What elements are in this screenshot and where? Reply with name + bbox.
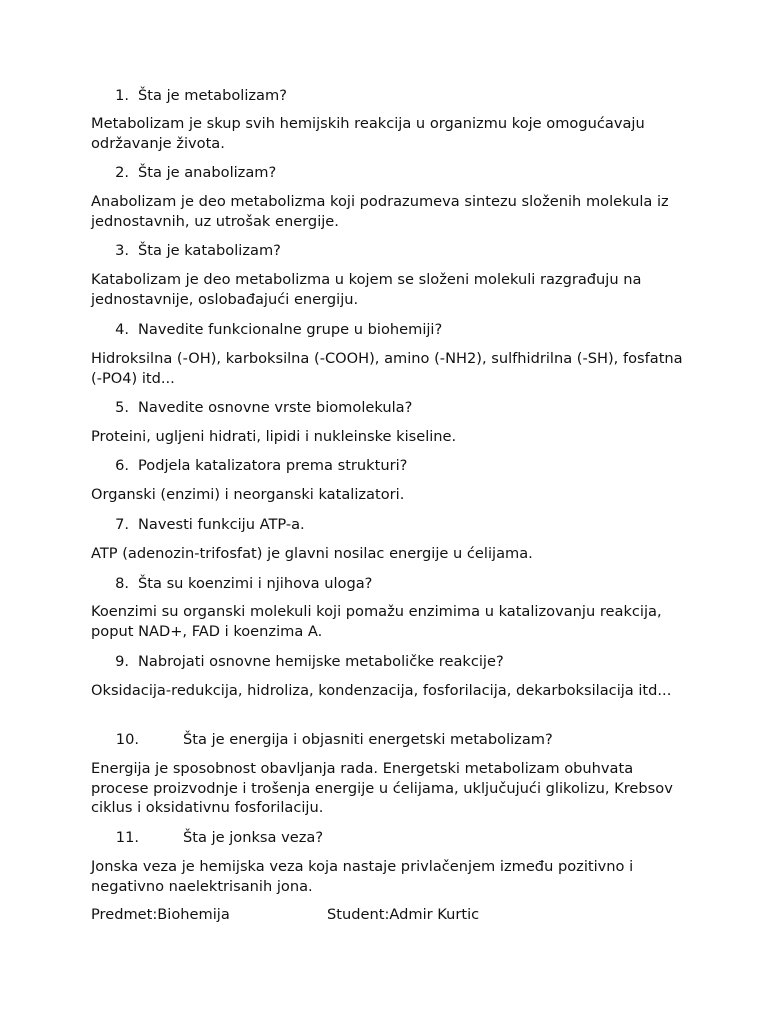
answer-9: Oksidacija-redukcija, hidroliza, kondenzacija, fosforilacija, dekarboksilacija itd... — [91, 682, 672, 699]
question-number: 9. — [115, 653, 129, 670]
question-text: Podjela katalizatora prema strukturi? — [138, 457, 408, 474]
question-text: Šta su koenzimi i njihova uloga? — [138, 575, 373, 592]
question-number: 4. — [115, 321, 129, 338]
question-number: 11. — [115, 829, 139, 846]
answer-8: Koenzimi su organski molekuli koji pomažu enzimima u katalizovanju reakcija, poput NAD+, FAD i koenzima A. — [91, 603, 662, 640]
answer-10: Energija je sposobnost obavljanja rada. Energetski metabolizam obuhvata procese proizvodnje i trošenja energije u ćelijama, uključujući glikolizu, Krebsov ciklus i oksidativnu fosforilaciju. — [91, 760, 673, 816]
answer-5: Proteini, ugljeni hidrati, lipidi i nukleinske kiseline. — [91, 428, 457, 445]
question-number: 5. — [115, 399, 129, 416]
question-text: Šta je jonksa veza? — [183, 829, 324, 846]
question-number: 1. — [115, 87, 129, 104]
answer-1: Metabolizam je skup svih hemijskih reakcija u organizmu koje omogućavaju održavanje života. — [91, 115, 645, 152]
subject-label: Predmet:Biohemija — [91, 906, 230, 923]
question-number: 7. — [115, 516, 129, 533]
answer-11: Jonska veza je hemijska veza koja nastaje privlačenjem između pozitivno i negativno naelektrisanih jona. — [91, 858, 634, 895]
question-text: Šta je anabolizam? — [138, 164, 277, 181]
question-text: Nabrojati osnovne hemijske metaboličke reakcije? — [138, 653, 504, 670]
answer-7: ATP (adenozin-trifosfat) je glavni nosilac energije u ćelijama. — [91, 545, 533, 562]
question-text: Šta je metabolizam? — [138, 87, 287, 104]
question-number: 8. — [115, 575, 129, 592]
question-text: Šta je katabolizam? — [138, 242, 281, 259]
question-text: Navesti funkciju ATP-a. — [138, 516, 305, 533]
answer-3: Katabolizam je deo metabolizma u kojem se složeni molekuli razgrađuju na jednostavnije, oslobađajući energiju. — [91, 271, 642, 308]
question-text: Navedite osnovne vrste biomolekula? — [138, 399, 413, 416]
answer-4: Hidroksilna (-OH), karboksilna (-COOH), amino (-NH2), sulfhidrilna (-SH), fosfatna (-PO4) itd... — [91, 350, 683, 387]
question-text: Šta je energija i objasniti energetski metabolizam? — [183, 731, 553, 748]
question-number: 6. — [115, 457, 129, 474]
answer-6: Organski (enzimi) i neorganski katalizatori. — [91, 486, 405, 503]
question-number: 10. — [115, 731, 139, 748]
question-text: Navedite funkcionalne grupe u biohemiji? — [138, 321, 443, 338]
question-number: 2. — [115, 164, 129, 181]
question-number: 3. — [115, 242, 129, 259]
student-label: Student:Admir Kurtic — [327, 906, 480, 923]
answer-2: Anabolizam je deo metabolizma koji podrazumeva sintezu složenih molekula iz jednostavnih, uz utrošak energije. — [91, 193, 669, 230]
